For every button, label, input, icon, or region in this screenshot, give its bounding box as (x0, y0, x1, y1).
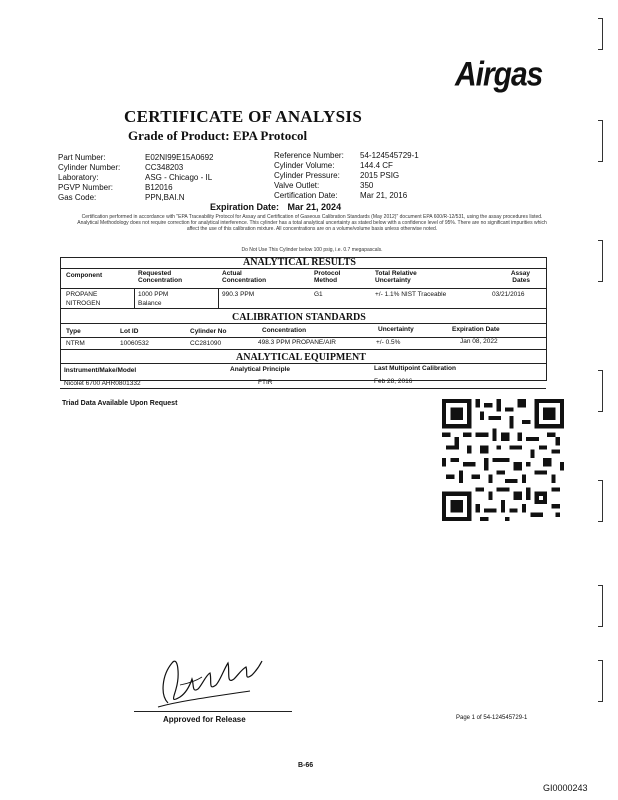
field-label: Reference Number: (274, 151, 344, 160)
approved-for-release: Approved for Release (163, 715, 246, 724)
edge-mark (598, 120, 603, 162)
divider (218, 288, 219, 308)
divider (60, 388, 546, 389)
expiration-label: Expiration Date: (210, 202, 280, 212)
divider (60, 349, 546, 350)
field-value: PPN,BAI.N (145, 193, 185, 202)
table-cell: 03/21/2016 (492, 291, 525, 298)
table-cell: Nicolet 6700 AHR0801332 (64, 380, 141, 387)
field-label: Certification Date: (274, 191, 338, 200)
table-cell: Feb 28, 2016 (374, 378, 413, 385)
table-cell: PROPANE (66, 291, 98, 298)
col-type: Type (66, 328, 81, 335)
col-concentration: Concentration (262, 327, 307, 334)
field-label: Part Number: (58, 153, 106, 162)
airgas-logo: Airgas (455, 55, 543, 94)
divider (60, 268, 546, 269)
col-total-relative-uncertainty: Total Relative Uncertainty (375, 270, 417, 284)
table-cell: 498.3 PPM PROPANE/AIR (258, 339, 336, 346)
divider (60, 288, 546, 289)
table-cell: CC281090 (190, 340, 222, 347)
field-gas-code (58, 192, 96, 203)
qr-code (442, 399, 564, 521)
table-cell: 10060532 (120, 340, 149, 347)
edge-mark (598, 585, 603, 627)
col-last-multipoint-calibration: Last Multipoint Calibration (374, 365, 456, 372)
table-cell: 1000 PPM (138, 291, 169, 298)
col-expiration-date: Expiration Date (452, 326, 500, 333)
signature-line (134, 711, 292, 712)
col-cylinder-no: Cylinder No (190, 328, 227, 335)
signature-image (150, 645, 270, 715)
page-of-label: Page 1 of 54-124545729-1 (456, 715, 528, 721)
col-assay-dates: Assay Dates (510, 270, 530, 284)
field-value: 350 (360, 181, 374, 190)
edge-mark (598, 660, 603, 702)
field-value: E02NI99E15A0692 (145, 153, 214, 162)
field-label: Valve Outlet: (274, 181, 320, 190)
table-cell: 990.3 PPM (222, 291, 255, 298)
grade-of-product: Grade of Product: EPA Protocol (128, 128, 308, 143)
table-cell: Balance (138, 300, 162, 307)
field-value: 144.4 CF (360, 161, 393, 170)
edge-mark (598, 240, 603, 282)
field-label: Cylinder Volume: (274, 161, 335, 170)
divider (60, 363, 546, 364)
triad-data-note: Triad Data Available Upon Request (62, 400, 178, 407)
edge-mark (598, 370, 603, 412)
divider (60, 323, 546, 324)
field-value: Mar 21, 2016 (360, 191, 408, 200)
col-uncertainty: Uncertainty (378, 326, 414, 333)
table-cell: +/- 1.1% NIST Traceable (375, 291, 447, 298)
field-label: PGVP Number: (58, 183, 113, 192)
table-cell: NITROGEN (66, 300, 101, 307)
field-label: Cylinder Number: (58, 163, 121, 172)
table-cell: Jan 08, 2022 (460, 338, 498, 345)
col-instrument: Instrument/Make/Model (64, 367, 137, 374)
field-value: 2015 PSIG (360, 171, 400, 180)
table-cell: FTIR (258, 379, 273, 386)
col-actual-concentration: Actual Concentration (222, 270, 267, 284)
col-requested-concentration: Requested Concentration (138, 270, 183, 284)
document-id: GI0000243 (543, 783, 588, 793)
field-label: Laboratory: (58, 173, 99, 182)
col-lot-id: Lot ID (120, 328, 139, 335)
certification-statement: Certification performed in accordance with "EPA Traceability Protocol for Assay and Certification of Gaseous Calibration Standards (May 2012)" document EPA 600/R-12/531, using the assay procedures listed. Analytical Methodology does not require correction for analytical interference. This cylinder has a total analytical uncertainty as stated below with a confidence level of 95%. There are no significant impurities which affect the use of this calibration mixture. All concentrations are on a volume/volume basis unless otherwise noted. (77, 214, 547, 232)
edge-mark (598, 480, 603, 522)
field-label: Cylinder Pressure: (274, 171, 340, 180)
field-value: 54-124545729-1 (360, 151, 419, 160)
field-value: CC348203 (145, 163, 184, 172)
field-label: Gas Code: (58, 193, 97, 202)
analytical-equipment-title: ANALYTICAL EQUIPMENT (236, 352, 366, 363)
field-value: B12016 (145, 183, 173, 192)
field-value: ASG - Chicago - IL (145, 173, 213, 182)
page-code: B-66 (298, 762, 314, 769)
edge-mark (598, 18, 603, 50)
expiration-value: Mar 21, 2024 (287, 202, 342, 212)
do-not-use-note: Do Not Use This Cylinder below 100 psig, i.e. 0.7 megapascals. (241, 247, 383, 253)
col-protocol-method: Protocol Method (314, 270, 341, 284)
divider (134, 288, 135, 308)
divider (60, 308, 546, 309)
table-cell: NTRM (66, 340, 85, 347)
analytical-results-title: ANALYTICAL RESULTS (243, 257, 356, 268)
table-cell: G1 (314, 291, 323, 298)
col-analytical-principle: Analytical Principle (230, 366, 290, 373)
document-title: CERTIFICATE OF ANALYSIS (124, 107, 363, 126)
field-certification-date (274, 190, 338, 201)
col-component: Component (66, 272, 103, 279)
table-cell: +/- 0.5% (376, 339, 401, 346)
expiration-date (210, 202, 341, 212)
calibration-standards-title: CALIBRATION STANDARDS (232, 312, 366, 323)
